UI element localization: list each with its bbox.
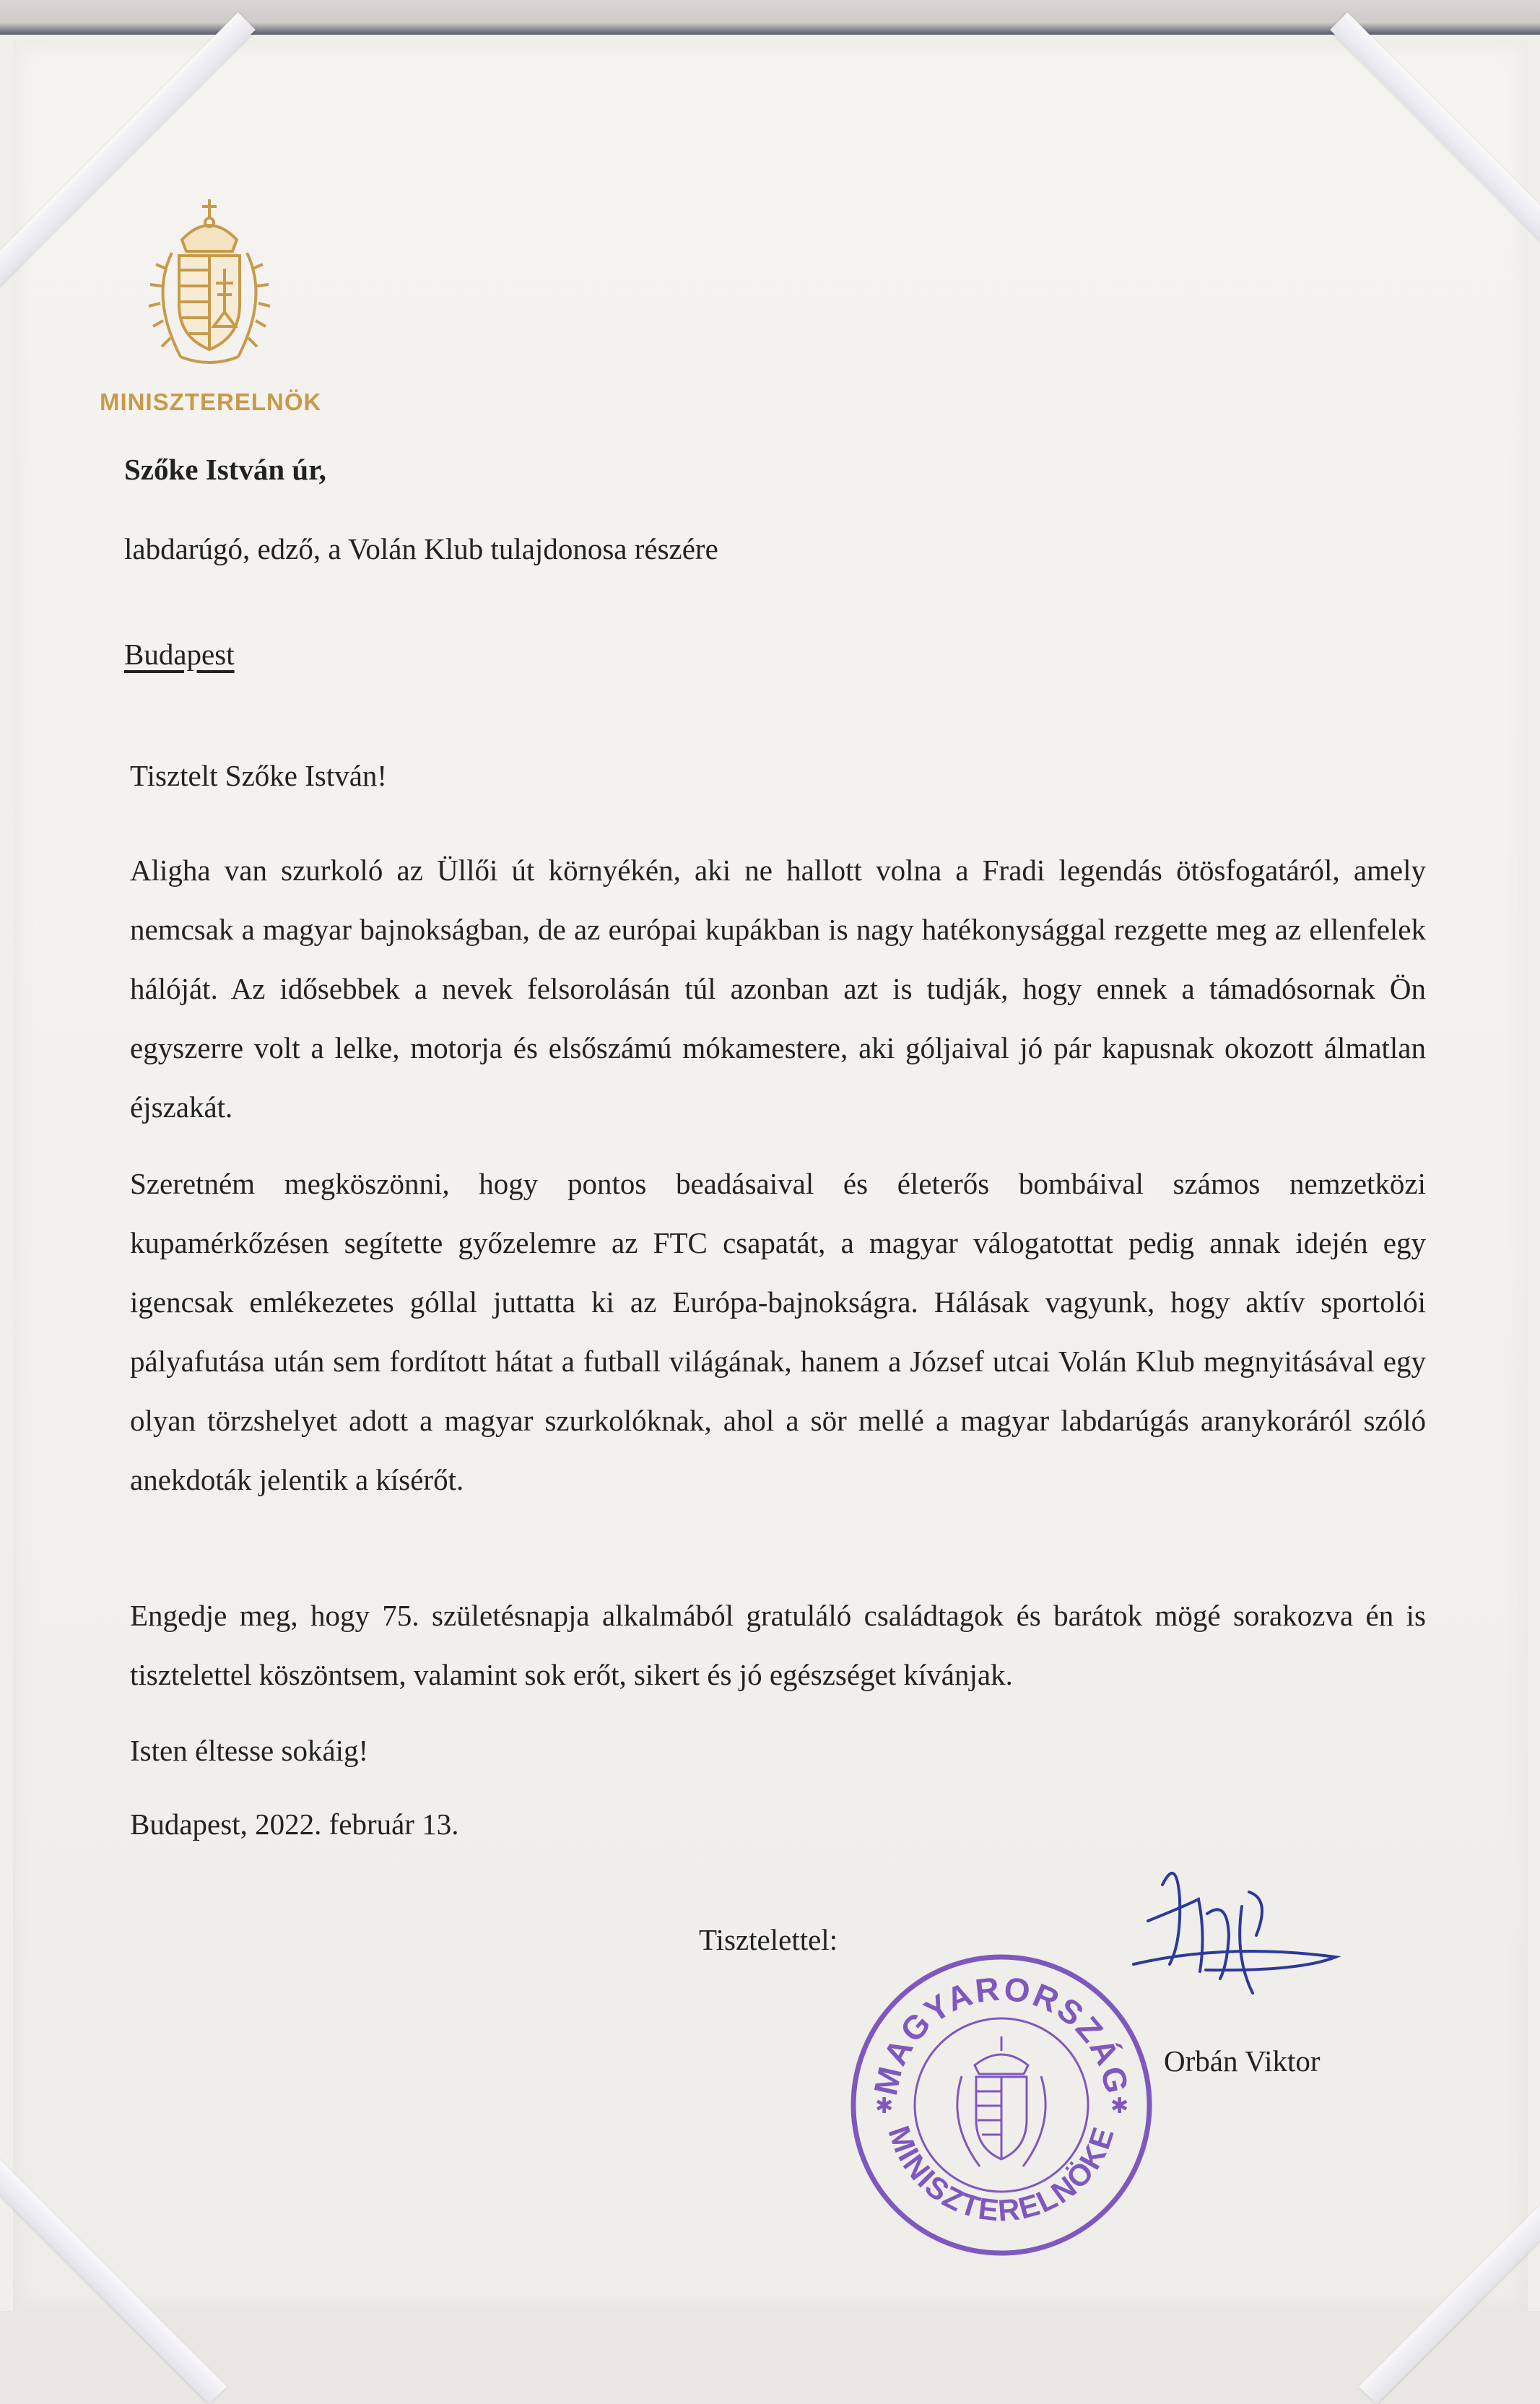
- regards: Tisztelettel:: [699, 1923, 838, 1956]
- coat-of-arms-icon: [137, 189, 282, 370]
- recipient-city: Budapest: [124, 638, 235, 671]
- seal-crest-icon: [957, 2036, 1045, 2166]
- official-stamp: [846, 1950, 1157, 2260]
- dateline: Budapest, 2022. február 13.: [130, 1808, 459, 1841]
- letterhead-title: MINISZTERELNÖK: [100, 389, 322, 415]
- corner-ribbon-bottom-left: [0, 2121, 227, 2404]
- salutation: Tisztelt Szőke István!: [130, 759, 388, 792]
- stamp-top-text: MAGYARORSZÁG: [866, 1969, 1136, 2099]
- svg-text:✱: ✱: [875, 2093, 894, 2119]
- letter-paragraph: Aligha van szurkoló az Üllői út környékén, aki ne hallott volna a Fradi legendás ötösfogatáról, amely nemcsak a magyar bajnokságban, de az európai kupákban is nagy hatékonysággal rezgette meg az ellenfelek hálóját. Az idősebbek a nevek felsorolásán túl azonban azt is tudják, hogy ennek a támadósornak Ön egyszerre volt a lelke, motorja és elsőszámú mókamestere, aki góljaival jó pár kapusnak okozott álmatlan éjszakát.: [130, 854, 1426, 1124]
- signer-name: Orbán Viktor: [1164, 2044, 1321, 2078]
- svg-text:✱: ✱: [1110, 2093, 1129, 2119]
- stamp-bottom-text: MINISZTERELNÖKE: [882, 2121, 1121, 2228]
- recipient-role: labdarúgó, edző, a Volán Klub tulajdonosa részére: [124, 532, 718, 565]
- letter-paragraph: Szeretném megköszönni, hogy pontos beadásaival és életerős bombáival számos nemzetközi kupamérkőzésen segítette győzelemre az FTC csapatát, a magyar válogatottat pedig annak idején egy igencsak emlékezetes góllal juttatta ki az Európa-bajnokságra. Hálásak vagyunk, hogy aktív sportolói pályafutása után sem fordított hátat a futball világának, hanem a József utcai Volán Klub megnyitásával egy olyan törzshelyet adott a magyar szurkolóknak, ahol a sör mellé a magyar labdarúgás aranykoráról szóló anekdoták jelentik a kísérőt.: [130, 1167, 1426, 1496]
- letter-paragraph: Engedje meg, hogy 75. születésnapja alkalmából gratuláló családtagok és barátok mögé sorakozva én is tisztelettel köszöntsem, valamint sok erőt, sikert és jó egészséget kívánjak.: [130, 1599, 1426, 1691]
- corner-ribbon-bottom-right: [1359, 2121, 1540, 2404]
- recipient-name: Szőke István úr,: [124, 453, 326, 486]
- closing-wish: Isten éltesse sokáig!: [130, 1734, 369, 1767]
- corner-ribbon-top-right: [1330, 12, 1540, 295]
